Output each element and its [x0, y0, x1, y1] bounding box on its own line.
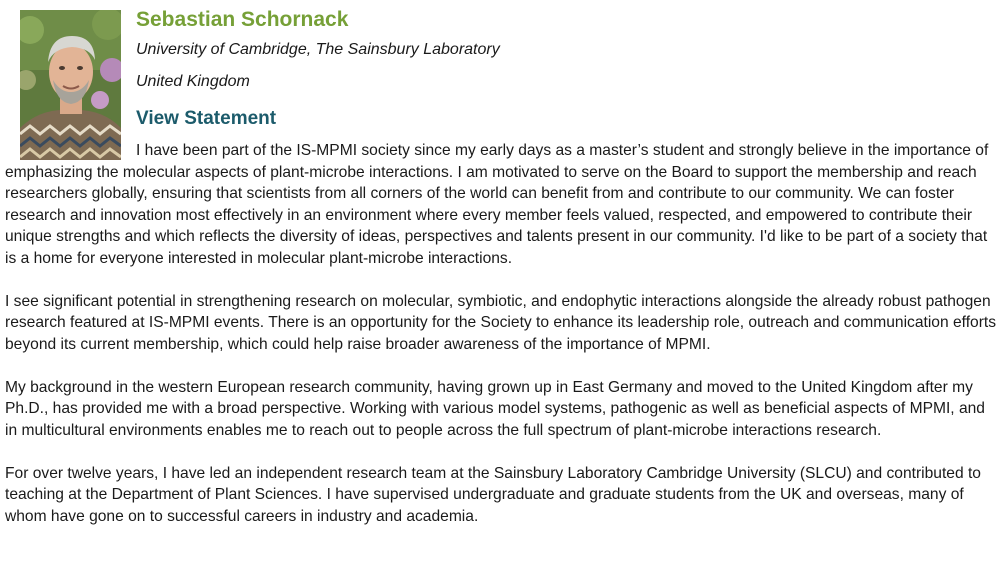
statement-text [5, 140, 1000, 527]
statement-paragraph: I have been part of the IS-MPMI society since my early days as a master’s student and strongly believe in the importance of emphasizing the molecular aspects of plant-microbe interactions. I am motivated to serve on the Board to support the membership and reach researchers globally, ensuring that scientists from all corners of the world can benefit from and contribute to our community. We can foster research and innovation most effectively in an environment where every member feels valued, respected, and empowered to contribute their unique strengths and which reflects the diversity of ideas, perspectives and talents present in our community. I'd like to be part of a society that is a home for everyone interested in molecular plant-microbe interactions. [5, 142, 989, 267]
candidate-name: Sebastian Schornack [136, 8, 349, 31]
candidate-country: United Kingdom [136, 73, 250, 90]
person-photo-icon [20, 10, 121, 160]
view-statement-link[interactable]: View Statement [136, 108, 277, 129]
profile-photo [20, 10, 121, 160]
candidate-affiliation: University of Cambridge, The Sainsbury Laboratory [136, 41, 500, 58]
statement-paragraph: My background in the western European research community, having grown up in East Germany and moved to the United Kingdom after my Ph.D., has provided me with a broad perspective. Working with various model systems, pathogenic as well as beneficial aspects of MPMI, and in multicultural environments enables me to reach out to people across the full spectrum of plant-microbe interactions research. [5, 378, 985, 439]
statement-paragraph: For over twelve years, I have led an independent research team at the Sainsbury Laboratory Cambridge University (SLCU) and contributed to teaching at the Department of Plant Sciences. I have supervised undergraduate and graduate students from the UK and overseas, many of whom have gone on to successful careers in industry and academia. [5, 464, 981, 525]
statement-paragraph: I see significant potential in strengthening research on molecular, symbiotic, and endophytic interactions alongside the already robust pathogen research featured at IS-MPMI events. There is an opportunity for the Society to enhance its leadership role, outreach and communication efforts beyond its current membership, which could help raise broader awareness of the importance of MPMI. [5, 292, 997, 353]
